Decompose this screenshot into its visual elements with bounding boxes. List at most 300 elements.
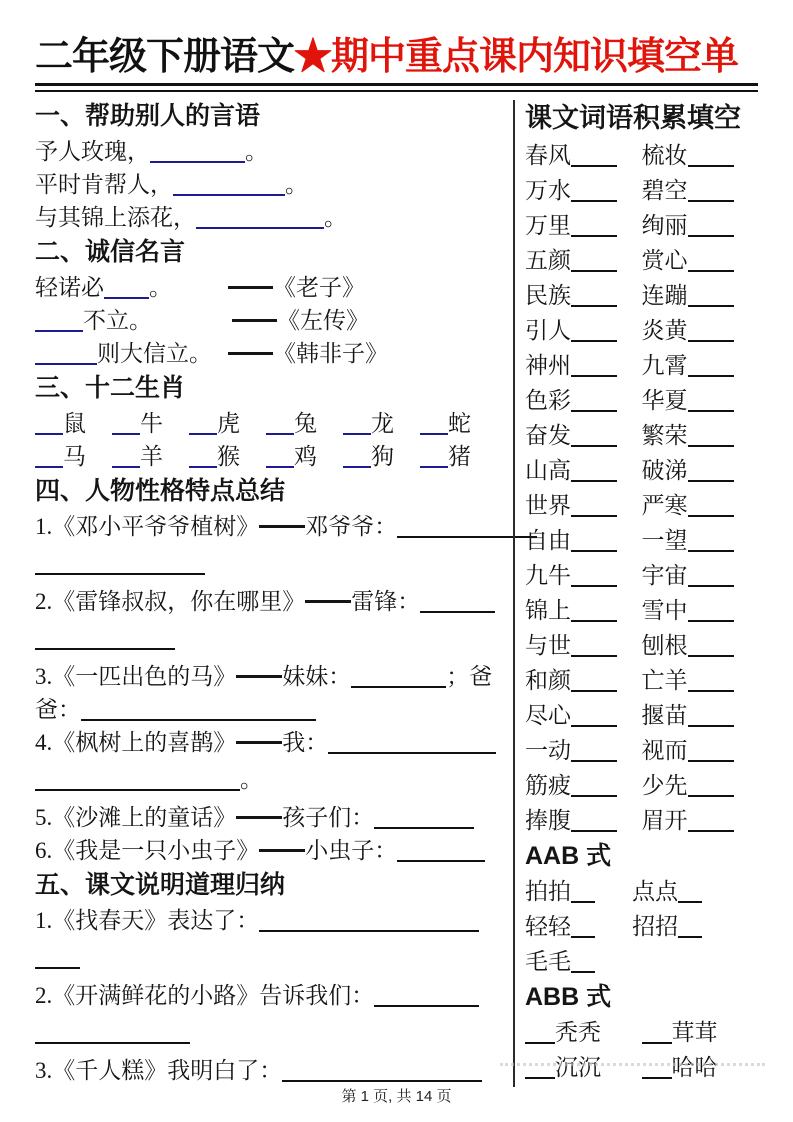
vocab-cell bbox=[642, 313, 759, 348]
vocab-row bbox=[525, 698, 758, 733]
fill-blank bbox=[571, 527, 617, 552]
watermark-remnant bbox=[500, 1063, 765, 1066]
vocab-word: 万水 bbox=[525, 178, 571, 203]
line-text: 平时肯帮人， bbox=[35, 172, 173, 197]
line-text: 1.《找春天》表达了： bbox=[35, 908, 260, 933]
line-text: 。 bbox=[285, 172, 308, 197]
fill-blank bbox=[571, 247, 617, 272]
fill-blank bbox=[35, 340, 97, 365]
fill-blank bbox=[328, 729, 496, 754]
vocab-row bbox=[525, 278, 758, 313]
line-text: 不立。 bbox=[83, 308, 152, 333]
vocab-word: 捧腹 bbox=[525, 808, 571, 833]
fill-blank bbox=[420, 443, 448, 468]
fill-blank bbox=[112, 443, 140, 468]
worksheet-line bbox=[35, 510, 513, 543]
fill-blank bbox=[150, 138, 245, 163]
fill-blank bbox=[688, 317, 734, 342]
vocab-row bbox=[525, 1015, 758, 1050]
em-dash bbox=[305, 600, 351, 603]
spacer bbox=[86, 430, 112, 431]
vocab-word: 九霄 bbox=[641, 353, 688, 378]
fill-blank bbox=[678, 878, 702, 903]
fill-blank bbox=[571, 352, 617, 377]
fill-blank bbox=[571, 142, 617, 167]
vocab-row bbox=[525, 558, 758, 593]
line-text: 猴 bbox=[217, 444, 240, 469]
vocab-cell bbox=[642, 278, 759, 313]
em-dash bbox=[259, 849, 305, 852]
fill-blank bbox=[266, 410, 294, 435]
fill-blank bbox=[571, 948, 595, 973]
vocab-cell bbox=[525, 628, 642, 663]
em-dash bbox=[259, 525, 305, 528]
vocab-word: 点点 bbox=[632, 879, 679, 904]
spacer bbox=[394, 463, 420, 464]
spacer bbox=[152, 327, 232, 328]
fill-blank bbox=[571, 807, 617, 832]
vocab-row bbox=[525, 768, 758, 803]
vocab-cell bbox=[525, 243, 642, 278]
spacer bbox=[172, 294, 228, 295]
line-text: 兔 bbox=[294, 411, 317, 436]
vocab-word: 春风 bbox=[525, 143, 571, 168]
vocab-word: 五颜 bbox=[525, 248, 571, 273]
line-text: 《韩非子》 bbox=[273, 341, 388, 366]
line-text: 鸡 bbox=[294, 444, 317, 469]
vocab-row bbox=[525, 243, 758, 278]
fill-blank bbox=[374, 982, 479, 1007]
vocab-word: 梳妆 bbox=[641, 143, 688, 168]
vocab-row bbox=[525, 1050, 758, 1085]
fill-blank bbox=[571, 667, 617, 692]
vocab-word: 揠苗 bbox=[641, 703, 688, 728]
worksheet-line bbox=[35, 168, 513, 201]
fill-blank bbox=[343, 410, 371, 435]
vocab-word: 世界 bbox=[525, 493, 571, 518]
line-text: 妹妹： bbox=[282, 664, 352, 689]
vocab-cell bbox=[525, 733, 642, 768]
vocab-cell bbox=[525, 909, 632, 944]
line-text: 。 bbox=[245, 139, 268, 164]
fill-blank bbox=[351, 663, 446, 688]
fill-blank bbox=[420, 588, 495, 613]
fill-blank bbox=[525, 1019, 555, 1044]
worksheet-line bbox=[35, 440, 513, 473]
left-column bbox=[35, 98, 513, 1087]
line-text: ；爸 bbox=[446, 664, 493, 689]
vocab-word: 引人 bbox=[525, 318, 571, 343]
vocab-row bbox=[525, 909, 758, 944]
vocab-word: 万里 bbox=[525, 213, 571, 238]
vocab-word: 雪中 bbox=[641, 598, 688, 623]
line-text: 与其锦上添花， bbox=[35, 205, 196, 230]
line-text: 牛 bbox=[140, 411, 163, 436]
fill-blank bbox=[688, 492, 734, 517]
vocab-cell bbox=[525, 488, 642, 523]
vocab-cell bbox=[525, 593, 642, 628]
vocab-cell bbox=[525, 418, 642, 453]
worksheet-line bbox=[35, 337, 513, 370]
vocab-word: 轻轻 bbox=[525, 914, 571, 939]
fill-blank bbox=[525, 1054, 555, 1079]
aab-heading: AAB 式 bbox=[525, 842, 612, 870]
vocab-cell bbox=[525, 558, 642, 593]
vocab-word: 碧空 bbox=[641, 178, 688, 203]
line-text: 。 bbox=[240, 767, 263, 792]
vocab-cell bbox=[632, 944, 739, 979]
fill-blank bbox=[266, 443, 294, 468]
line-text: 雷锋： bbox=[351, 589, 421, 614]
spacer bbox=[212, 360, 228, 361]
vocab-word: 刨根 bbox=[641, 633, 688, 658]
line-text: 轻诺必 bbox=[35, 275, 104, 300]
worksheet-line bbox=[35, 271, 513, 304]
fill-blank bbox=[259, 907, 479, 932]
fill-blank bbox=[688, 527, 734, 552]
spacer bbox=[240, 463, 266, 464]
em-dash bbox=[236, 675, 282, 678]
section-heading: 五、课文说明道理归纳 bbox=[35, 872, 286, 899]
vocab-cell bbox=[525, 663, 642, 698]
line-text: 2.《雷锋叔叔，你在哪里》 bbox=[35, 589, 306, 614]
line-text: 《老子》 bbox=[273, 275, 365, 300]
em-dash bbox=[228, 352, 273, 355]
worksheet-line bbox=[35, 834, 513, 867]
fill-blank bbox=[571, 212, 617, 237]
vocab-word: 绚丽 bbox=[641, 213, 688, 238]
spacer bbox=[394, 430, 420, 431]
vocab-cell bbox=[642, 733, 759, 768]
vocab-section-heading: 课文词语积累填空 bbox=[525, 103, 741, 133]
fill-blank bbox=[688, 352, 734, 377]
fill-blank bbox=[688, 702, 734, 727]
fill-blank bbox=[688, 807, 734, 832]
vocab-cell bbox=[642, 488, 759, 523]
right-column bbox=[515, 98, 758, 1087]
fill-blank bbox=[571, 913, 595, 938]
section-heading: 二、诚信名言 bbox=[35, 239, 186, 266]
vocab-cell bbox=[525, 278, 642, 313]
vocab-word: 炎黄 bbox=[641, 318, 688, 343]
fill-blank bbox=[688, 387, 734, 412]
vocab-word: 招招 bbox=[632, 914, 679, 939]
em-dash bbox=[236, 741, 282, 744]
fill-blank bbox=[35, 1019, 190, 1044]
vocab-word: 繁荣 bbox=[641, 423, 688, 448]
fill-blank bbox=[35, 307, 83, 332]
vocab-row bbox=[525, 173, 758, 208]
vocab-cell bbox=[642, 138, 759, 173]
worksheet-line bbox=[35, 660, 513, 693]
spacer bbox=[163, 430, 189, 431]
line-text: 鼠 bbox=[63, 411, 86, 436]
fill-blank bbox=[571, 177, 617, 202]
vocab-cell bbox=[642, 593, 759, 628]
vocab-cell bbox=[525, 768, 642, 803]
vocab-cell bbox=[642, 663, 759, 698]
line-text: 我： bbox=[282, 730, 329, 755]
vocab-cell bbox=[642, 1015, 759, 1050]
vocab-word: 连蹦 bbox=[641, 283, 688, 308]
vocab-word: 哈哈 bbox=[671, 1055, 718, 1080]
section-heading: 三、十二生肖 bbox=[35, 375, 186, 402]
vocab-word: 九牛 bbox=[525, 563, 571, 588]
vocab-row bbox=[525, 628, 758, 663]
worksheet-line bbox=[35, 543, 513, 585]
vocab-row bbox=[525, 488, 758, 523]
vocab-word: 自由 bbox=[525, 528, 571, 553]
fill-blank bbox=[104, 274, 149, 299]
fill-blank bbox=[571, 737, 617, 762]
fill-blank bbox=[112, 410, 140, 435]
spacer bbox=[240, 430, 266, 431]
vocab-cell bbox=[525, 383, 642, 418]
vocab-word: 华夏 bbox=[641, 388, 688, 413]
vocab-cell bbox=[525, 698, 642, 733]
line-text: 5.《沙滩上的童话》 bbox=[35, 805, 237, 830]
worksheet-line bbox=[35, 726, 513, 759]
fill-blank bbox=[571, 282, 617, 307]
vocab-word: 奋发 bbox=[525, 423, 571, 448]
vocab-row bbox=[525, 138, 758, 173]
worksheet-line bbox=[35, 693, 513, 726]
worksheet-line bbox=[35, 904, 513, 937]
vocab-cell bbox=[632, 909, 739, 944]
worksheet-line bbox=[35, 801, 513, 834]
vocab-cell bbox=[525, 138, 642, 173]
line-text: 。 bbox=[149, 275, 172, 300]
fill-blank bbox=[688, 282, 734, 307]
line-text: 3.《一匹出色的马》 bbox=[35, 664, 237, 689]
line-text: 龙 bbox=[371, 411, 394, 436]
line-text: 2.《开满鲜花的小路》告诉我们： bbox=[35, 983, 375, 1008]
vocab-word: 亡羊 bbox=[641, 668, 688, 693]
fill-blank bbox=[688, 247, 734, 272]
fill-blank bbox=[173, 171, 285, 196]
vocab-cell bbox=[642, 628, 759, 663]
vocab-row bbox=[525, 313, 758, 348]
vocab-word: 沉沉 bbox=[555, 1055, 601, 1080]
em-dash bbox=[228, 286, 273, 289]
worksheet-line bbox=[35, 759, 513, 801]
worksheet-line bbox=[35, 585, 513, 618]
vocab-word: 和颜 bbox=[525, 668, 571, 693]
page-title bbox=[35, 34, 758, 80]
vocab-word: 少先 bbox=[641, 773, 688, 798]
worksheet-line bbox=[35, 407, 513, 440]
fill-blank bbox=[81, 696, 316, 721]
vocab-word: 赏心 bbox=[641, 248, 688, 273]
vocab-word: 民族 bbox=[525, 283, 571, 308]
vocab-row bbox=[525, 803, 758, 838]
fill-blank bbox=[642, 1019, 672, 1044]
vocab-word: 毛毛 bbox=[525, 949, 571, 974]
fill-blank bbox=[688, 737, 734, 762]
spacer bbox=[317, 430, 343, 431]
vocab-word: 锦上 bbox=[525, 598, 571, 623]
page-title-black: 二年级下册语文 bbox=[35, 36, 295, 78]
fill-blank bbox=[571, 878, 595, 903]
line-text: 予人玫瑰， bbox=[35, 139, 150, 164]
worksheet-line bbox=[35, 201, 513, 234]
line-text: 蛇 bbox=[448, 411, 471, 436]
fill-blank bbox=[571, 317, 617, 342]
vocab-cell bbox=[642, 523, 759, 558]
vocab-cell bbox=[525, 313, 642, 348]
line-text: 。 bbox=[324, 205, 347, 230]
fill-blank bbox=[688, 597, 734, 622]
vocab-cell bbox=[642, 243, 759, 278]
vocab-cell bbox=[642, 418, 759, 453]
spacer bbox=[86, 463, 112, 464]
worksheet-line bbox=[35, 1012, 513, 1054]
fill-blank bbox=[688, 667, 734, 692]
vocab-cell bbox=[525, 208, 642, 243]
page-footer: 第 1 页, 共 14 页 bbox=[341, 1088, 452, 1105]
line-text: 爸： bbox=[35, 697, 81, 722]
fill-blank bbox=[688, 142, 734, 167]
vocab-word: 视而 bbox=[641, 738, 688, 763]
vocab-cell bbox=[642, 383, 759, 418]
fill-blank bbox=[571, 702, 617, 727]
vocab-cell bbox=[642, 803, 759, 838]
vocab-word: 一望 bbox=[641, 528, 688, 553]
vocab-word: 神州 bbox=[525, 353, 571, 378]
vocab-word: 宇宙 bbox=[641, 563, 688, 588]
fill-blank bbox=[571, 387, 617, 412]
fill-blank bbox=[420, 410, 448, 435]
fill-blank bbox=[343, 443, 371, 468]
vocab-word: 一动 bbox=[525, 738, 571, 763]
vocab-cell bbox=[642, 1050, 759, 1085]
vocab-word: 茸茸 bbox=[671, 1020, 718, 1045]
fill-blank bbox=[571, 772, 617, 797]
spacer bbox=[317, 463, 343, 464]
abb-heading: ABB 式 bbox=[525, 983, 612, 1011]
vocab-word: 秃秃 bbox=[555, 1020, 601, 1045]
fill-blank bbox=[571, 422, 617, 447]
vocab-cell bbox=[642, 208, 759, 243]
vocab-cell bbox=[525, 874, 632, 909]
fill-blank bbox=[35, 443, 63, 468]
fill-blank bbox=[688, 422, 734, 447]
fill-blank bbox=[642, 1054, 672, 1079]
fill-blank bbox=[688, 632, 734, 657]
fill-blank bbox=[196, 204, 324, 229]
line-text: 小虫子： bbox=[305, 838, 398, 863]
fill-blank bbox=[35, 550, 205, 575]
fill-blank bbox=[688, 212, 734, 237]
em-dash bbox=[236, 816, 282, 819]
vocab-cell bbox=[525, 803, 642, 838]
vocab-row bbox=[525, 453, 758, 488]
fill-blank bbox=[688, 457, 734, 482]
vocab-word: 尽心 bbox=[525, 703, 571, 728]
fill-blank bbox=[571, 597, 617, 622]
section-heading: 四、人物性格特点总结 bbox=[35, 478, 286, 505]
vocab-word: 色彩 bbox=[525, 388, 571, 413]
vocab-cell bbox=[525, 453, 642, 488]
vocab-cell bbox=[642, 453, 759, 488]
worksheet-line bbox=[35, 304, 513, 337]
vocab-row bbox=[525, 348, 758, 383]
worksheet-line bbox=[35, 937, 513, 979]
vocab-row bbox=[525, 874, 758, 909]
vocab-row bbox=[525, 523, 758, 558]
worksheet-line bbox=[35, 979, 513, 1012]
worksheet-line bbox=[35, 1054, 513, 1087]
vocab-word: 拍拍 bbox=[525, 879, 571, 904]
vocab-cell bbox=[525, 173, 642, 208]
line-text: 猪 bbox=[448, 444, 471, 469]
vocab-cell bbox=[632, 874, 739, 909]
vocab-row bbox=[525, 663, 758, 698]
fill-blank bbox=[35, 766, 240, 791]
vocab-word: 眉开 bbox=[641, 808, 688, 833]
line-text: 狗 bbox=[371, 444, 394, 469]
line-text: 6.《我是一只小虫子》 bbox=[35, 838, 260, 863]
spacer bbox=[163, 463, 189, 464]
vocab-word: 与世 bbox=[525, 633, 571, 658]
line-text: 虎 bbox=[217, 411, 240, 436]
fill-blank bbox=[35, 410, 63, 435]
vocab-cell bbox=[525, 1050, 642, 1085]
vocab-word: 筋疲 bbox=[525, 773, 571, 798]
fill-blank bbox=[35, 944, 80, 969]
worksheet-line bbox=[35, 618, 513, 660]
fill-blank bbox=[571, 562, 617, 587]
fill-blank bbox=[189, 410, 217, 435]
line-text: 邓爷爷： bbox=[305, 514, 398, 539]
page-title-red: ★期中重点课内知识填空单 bbox=[294, 36, 739, 78]
title-divider-rule bbox=[35, 83, 758, 92]
vocab-cell bbox=[525, 944, 632, 979]
vocab-word: 破涕 bbox=[641, 458, 688, 483]
vocab-cell bbox=[642, 558, 759, 593]
vocab-row bbox=[525, 418, 758, 453]
vocab-cell bbox=[642, 768, 759, 803]
vocab-row bbox=[525, 733, 758, 768]
fill-blank bbox=[688, 562, 734, 587]
vocab-cell bbox=[525, 1015, 642, 1050]
fill-blank bbox=[571, 457, 617, 482]
fill-blank bbox=[374, 804, 474, 829]
line-text: 3.《千人糕》我明白了： bbox=[35, 1058, 283, 1083]
fill-blank bbox=[35, 625, 175, 650]
fill-blank bbox=[571, 492, 617, 517]
vocab-row bbox=[525, 944, 758, 979]
fill-blank bbox=[678, 913, 702, 938]
vocab-cell bbox=[525, 523, 642, 558]
fill-blank bbox=[688, 772, 734, 797]
fill-blank bbox=[282, 1057, 482, 1082]
em-dash bbox=[232, 319, 277, 322]
line-text: 孩子们： bbox=[282, 805, 375, 830]
vocab-cell bbox=[642, 173, 759, 208]
fill-blank bbox=[571, 632, 617, 657]
line-text: 4.《枫树上的喜鹊》 bbox=[35, 730, 237, 755]
content-area bbox=[35, 98, 758, 1087]
vocab-word: 山高 bbox=[525, 458, 571, 483]
line-text: 羊 bbox=[140, 444, 163, 469]
line-text: 《左传》 bbox=[277, 308, 369, 333]
vocab-row bbox=[525, 383, 758, 418]
vocab-row bbox=[525, 593, 758, 628]
line-text: 1.《邓小平爷爷植树》 bbox=[35, 514, 260, 539]
fill-blank bbox=[189, 443, 217, 468]
vocab-word: 严寒 bbox=[641, 493, 688, 518]
